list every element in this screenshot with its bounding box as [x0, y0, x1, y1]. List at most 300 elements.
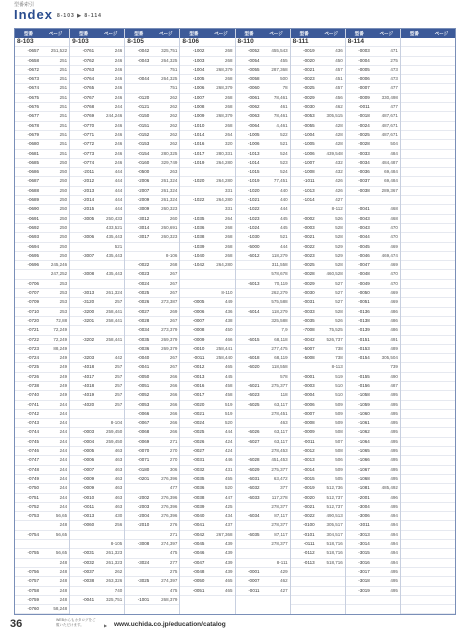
item-code: -0035: [137, 336, 150, 342]
item-code: -6029: [247, 466, 260, 472]
table-row: [125, 280, 179, 289]
item-code: -0039: [192, 503, 205, 509]
table-row: [180, 159, 234, 168]
item-code: -6023: [247, 392, 260, 398]
table-row: [291, 577, 345, 586]
table-row: [15, 289, 69, 298]
item-code: -5000: [247, 243, 260, 249]
item-code: -0500: [137, 169, 150, 175]
table-row: [180, 326, 234, 335]
table-row: [180, 224, 234, 233]
item-code: -0004: [358, 57, 370, 63]
item-page: 246: [114, 131, 123, 137]
table-row: [180, 289, 234, 298]
item-page: 450: [335, 57, 343, 63]
item-code: -0050: [192, 578, 205, 584]
item-code: -0011: [248, 587, 260, 593]
table-row: [346, 252, 400, 261]
item-page: 437: [224, 522, 233, 528]
item-code: -1019: [247, 178, 260, 184]
page-header: [14, 2, 102, 23]
item-page: [427, 568, 455, 576]
item-page: 257: [114, 392, 123, 398]
table-row: [346, 122, 400, 131]
item-code: -0042: [303, 336, 315, 342]
item-code: -0009: [82, 485, 95, 491]
item-page: 266: [169, 429, 178, 435]
column-header-code: 型番: [244, 30, 254, 36]
item-code: -0741: [27, 401, 39, 407]
table-row: [125, 503, 179, 512]
table-row: [125, 531, 179, 540]
item-code: [401, 280, 427, 288]
item-code: [401, 159, 427, 167]
item-page: 305,504: [381, 355, 398, 361]
table-row: [125, 317, 179, 326]
item-code: [70, 261, 96, 269]
item-page: 56,65: [55, 513, 68, 519]
item-page: [427, 391, 455, 399]
table-row: [70, 57, 124, 66]
item-code: -0675: [27, 94, 39, 100]
item-page: 268: [224, 94, 233, 100]
item-code: [401, 521, 427, 529]
table-row: [236, 159, 290, 168]
item-page: [427, 57, 455, 65]
item-page: 449: [224, 299, 233, 305]
item-code: -6034: [247, 513, 260, 519]
item-code: -3201: [82, 317, 95, 323]
item-page: 436: [335, 48, 343, 54]
item-code: -0004: [82, 438, 95, 444]
item-page: 494: [390, 541, 398, 547]
item-code: [401, 94, 427, 102]
item-page: 262: [169, 94, 178, 100]
table-row: [346, 466, 400, 475]
item-code: -0060: [247, 85, 260, 91]
table-row: [125, 187, 179, 196]
table-row: [236, 438, 290, 447]
table-row: [15, 521, 69, 530]
item-page: 506: [335, 457, 343, 463]
item-page: 509: [335, 466, 343, 472]
table-row: [291, 57, 345, 66]
item-page: 512,736: [326, 485, 343, 491]
item-code: -1020: [192, 178, 205, 184]
item-code: [401, 531, 427, 539]
table-row: [70, 75, 124, 84]
item-page: 277: [169, 559, 178, 565]
item-page: 331: [224, 206, 233, 212]
item-code: -0062: [247, 104, 260, 110]
item-page: 246: [114, 150, 123, 156]
item-code: -0757: [27, 578, 39, 584]
table-row: [346, 438, 400, 447]
table-row: [70, 382, 124, 391]
table-row: [70, 336, 124, 345]
table-row: [125, 568, 179, 577]
item-code: -1008: [192, 104, 205, 110]
item-page: [427, 140, 455, 148]
table-row: [70, 112, 124, 121]
item-code: -3012: [137, 215, 150, 221]
item-code: -0749: [27, 475, 39, 481]
item-code: [236, 270, 262, 278]
item-page: 250: [59, 243, 68, 249]
item-code: -0760: [27, 606, 39, 612]
column-header: [180, 29, 234, 38]
table-row: [401, 512, 455, 521]
table-row: [236, 317, 290, 326]
group-heading-label: 8-103: [17, 38, 34, 45]
group-heading-label: 8-105: [127, 38, 144, 45]
group-heading-label: 8-114: [347, 38, 365, 45]
table-row: [401, 401, 455, 410]
table-row: [180, 252, 234, 261]
item-code: -0724: [27, 355, 39, 361]
item-code: [236, 298, 262, 306]
item-code: -0745: [27, 438, 39, 444]
item-page: 266: [169, 401, 178, 407]
table-row: [180, 410, 234, 419]
table-row: [125, 308, 179, 317]
item-page: 439: [224, 568, 233, 574]
column-header-code: 型番: [24, 30, 34, 36]
table-row: [401, 577, 455, 586]
item-code: -1022: [192, 197, 205, 203]
item-page: 118: [280, 392, 288, 398]
item-page: 246: [114, 141, 123, 147]
table-row: [180, 112, 234, 121]
item-page: [206, 270, 234, 278]
item-code: -0674: [27, 85, 39, 91]
item-page: 445: [224, 373, 233, 379]
column-header: [236, 29, 290, 38]
item-page: [317, 587, 345, 595]
item-code: [401, 605, 427, 613]
column-header-page: ページ: [48, 30, 63, 36]
table-row: [70, 521, 124, 530]
item-page: [427, 336, 455, 344]
item-page: 244: [59, 466, 68, 472]
table-row: [291, 159, 345, 168]
index-table: [14, 28, 456, 615]
item-page: [427, 66, 455, 74]
table-row: [291, 326, 345, 335]
group-heading: [180, 38, 234, 47]
item-code: -0011: [193, 355, 205, 361]
table-row: [291, 373, 345, 382]
item-page: 305,517: [326, 522, 343, 528]
table-row: [180, 336, 234, 345]
item-code: -0022: [303, 513, 315, 519]
item-page: 248: [59, 578, 68, 584]
item-code: -0028: [358, 141, 370, 147]
item-page: [427, 428, 455, 436]
table-row: [291, 549, 345, 558]
group-heading: [291, 38, 345, 47]
item-code: -0770: [82, 122, 95, 128]
item-code: -0764: [82, 76, 95, 82]
item-code: -0068: [137, 429, 150, 435]
item-page: 244: [59, 503, 68, 509]
item-code: [401, 401, 427, 409]
item-code: -7008: [303, 327, 315, 333]
item-code: -6027: [247, 438, 260, 444]
item-page: 428: [335, 131, 343, 137]
group-heading: [346, 38, 400, 47]
item-page: 495: [390, 578, 398, 584]
item-page: 249: [59, 373, 68, 379]
table-row: [180, 494, 234, 503]
table-row: [346, 494, 400, 503]
table-row: [236, 205, 290, 214]
item-page: 253: [59, 308, 68, 314]
item-page: 277,475: [271, 345, 288, 351]
item-page: 477: [390, 104, 398, 110]
item-page: 526: [335, 215, 343, 221]
table-row: [180, 456, 234, 465]
table-row: [236, 336, 290, 345]
table-row: [291, 47, 345, 56]
item-page: [427, 261, 455, 269]
item-code: -0679: [27, 131, 39, 137]
table-row: [236, 224, 290, 233]
item-page: 8-106: [165, 252, 178, 258]
item-code: -0042: [192, 531, 205, 537]
item-code: -0153: [358, 345, 370, 351]
table-row: [236, 233, 290, 242]
item-code: -1014: [247, 159, 260, 165]
item-page: 244: [59, 401, 68, 407]
item-page: 268: [224, 243, 233, 249]
item-code: -1022: [247, 206, 260, 212]
table-row: [15, 345, 69, 354]
catalog-url-link[interactable]: www.uchida.co.jp/education/catalog: [114, 621, 226, 628]
item-page: 276: [169, 522, 178, 528]
item-code: -0050: [137, 373, 150, 379]
item-code: [401, 215, 427, 223]
item-code: -0010: [82, 494, 95, 500]
item-code: -0755: [27, 550, 39, 556]
item-page: 434: [224, 513, 233, 519]
table-row: [401, 596, 455, 605]
table-row: [346, 205, 400, 214]
item-code: -0038: [358, 187, 370, 193]
item-page: 487: [390, 382, 398, 388]
item-code: -3008: [137, 541, 150, 547]
table-row: [401, 131, 455, 140]
item-page: 268: [224, 57, 233, 63]
table-row: [70, 187, 124, 196]
item-code: -0156: [358, 382, 370, 388]
item-page: 455,543: [271, 48, 288, 54]
table-row: [125, 66, 179, 75]
table-row: [291, 112, 345, 121]
item-code: -0022: [137, 262, 150, 268]
table-row: [346, 131, 400, 140]
item-page: 264,280: [216, 197, 233, 203]
index-column: [236, 29, 291, 614]
table-row: [15, 168, 69, 177]
item-page: 455: [224, 475, 233, 481]
item-page: 575,588: [271, 299, 288, 305]
item-code: -0030: [303, 104, 315, 110]
item-code: -0043: [137, 57, 150, 63]
item-code: -6026: [247, 429, 260, 435]
item-code: -0692: [27, 224, 39, 230]
group-heading-label: [401, 38, 405, 46]
item-code: [401, 540, 427, 548]
item-code: -0686: [27, 169, 39, 175]
item-code: -0052: [137, 392, 150, 398]
table-row: [125, 122, 179, 131]
table-row: [346, 140, 400, 149]
item-code: -0001: [247, 568, 260, 574]
item-code: -0721: [27, 327, 39, 333]
table-row: [180, 270, 234, 279]
item-code: -0747: [27, 457, 39, 463]
item-page: 469: [390, 299, 398, 305]
item-page: 331: [224, 187, 233, 193]
item-code: [401, 261, 427, 269]
item-page: 444: [114, 197, 123, 203]
item-code: -0150: [137, 113, 150, 119]
table-row: [291, 298, 345, 307]
item-code: -0025: [192, 429, 205, 435]
item-code: [15, 521, 41, 529]
table-row: [291, 391, 345, 400]
item-page: 510: [335, 382, 343, 388]
item-page: 507: [335, 438, 343, 444]
item-page: 527: [335, 290, 343, 296]
item-page: [427, 47, 455, 55]
item-page: [427, 456, 455, 464]
item-page: 276,396: [161, 475, 178, 481]
item-page: 457: [335, 85, 343, 91]
table-row: [346, 540, 400, 549]
table-row: [180, 140, 234, 149]
column-header-code: 型番: [134, 30, 144, 36]
item-page: 460,528: [326, 271, 343, 277]
item-page: 263: [169, 169, 178, 175]
item-page: 267: [169, 290, 178, 296]
table-row: [401, 540, 455, 549]
table-row: [346, 447, 400, 456]
table-row: [236, 66, 290, 75]
item-page: 469,474: [381, 252, 398, 258]
item-page: [96, 326, 124, 334]
item-page: [427, 540, 455, 548]
table-row: [70, 159, 124, 168]
item-code: -0002: [303, 215, 315, 221]
item-page: 261,324: [161, 178, 178, 184]
column-header-code: 型番: [189, 30, 199, 36]
table-row: [401, 410, 455, 419]
table-row: [236, 252, 290, 261]
item-code: [401, 428, 427, 436]
table-row: [236, 308, 290, 317]
item-code: -0765: [82, 85, 95, 91]
item-page: 257: [114, 373, 123, 379]
table-row: [236, 140, 290, 149]
item-page: 495: [390, 475, 398, 481]
item-code: -0011: [358, 104, 370, 110]
table-row: [15, 298, 69, 307]
item-code: -0036: [137, 345, 150, 351]
item-code: [180, 205, 206, 213]
table-row: [401, 419, 455, 428]
item-page: 526,737: [326, 336, 343, 342]
item-page: 250: [59, 224, 68, 230]
item-page: 495: [390, 466, 398, 472]
item-page: 257: [114, 382, 123, 388]
item-code: -6028: [247, 457, 260, 463]
item-code: [125, 484, 151, 492]
item-page: 244: [59, 410, 68, 416]
table-row: [15, 382, 69, 391]
item-page: [427, 177, 455, 185]
item-code: -0761: [82, 48, 95, 54]
item-page: 251: [59, 131, 68, 137]
item-page: 63,117: [274, 429, 288, 435]
table-row: [180, 521, 234, 530]
table-row: [125, 391, 179, 400]
item-code: -0035: [192, 475, 205, 481]
item-code: [401, 84, 427, 92]
table-row: [180, 168, 234, 177]
item-page: 246: [114, 76, 123, 82]
item-page: 456: [335, 94, 343, 100]
item-code: -0020: [303, 494, 315, 500]
item-page: 512,737: [326, 503, 343, 509]
item-code: -0006: [358, 76, 370, 82]
table-row: [346, 298, 400, 307]
item-page: [427, 159, 455, 167]
item-code: -0017: [192, 392, 205, 398]
item-code: [401, 187, 427, 195]
table-row: [291, 131, 345, 140]
item-page: 253: [59, 280, 68, 286]
table-row: [15, 122, 69, 131]
item-page: 444: [224, 429, 233, 435]
item-code: [401, 549, 427, 557]
item-page: 278,453: [271, 448, 288, 454]
table-row: [236, 484, 290, 493]
item-code: -0006: [303, 401, 315, 407]
table-row: [401, 466, 455, 475]
item-code: -0007: [192, 317, 205, 323]
item-page: 495: [390, 438, 398, 444]
item-page: 251: [59, 141, 68, 147]
item-page: 494: [390, 559, 398, 565]
item-page: 512,737: [326, 494, 343, 500]
item-code: -0710: [27, 308, 39, 314]
item-page: 311,558: [271, 262, 288, 268]
item-page: 519: [224, 401, 233, 407]
item-code: -0031: [192, 457, 205, 463]
item-page: [427, 447, 455, 455]
item-code: -0685: [27, 159, 39, 165]
table-row: [346, 596, 400, 605]
item-page: 325,751: [105, 596, 123, 602]
table-row: [180, 103, 234, 112]
item-code: [401, 243, 427, 251]
table-row: [291, 447, 345, 456]
item-code: [291, 568, 317, 576]
item-code: [401, 456, 427, 464]
item-code: -0738: [27, 382, 39, 388]
